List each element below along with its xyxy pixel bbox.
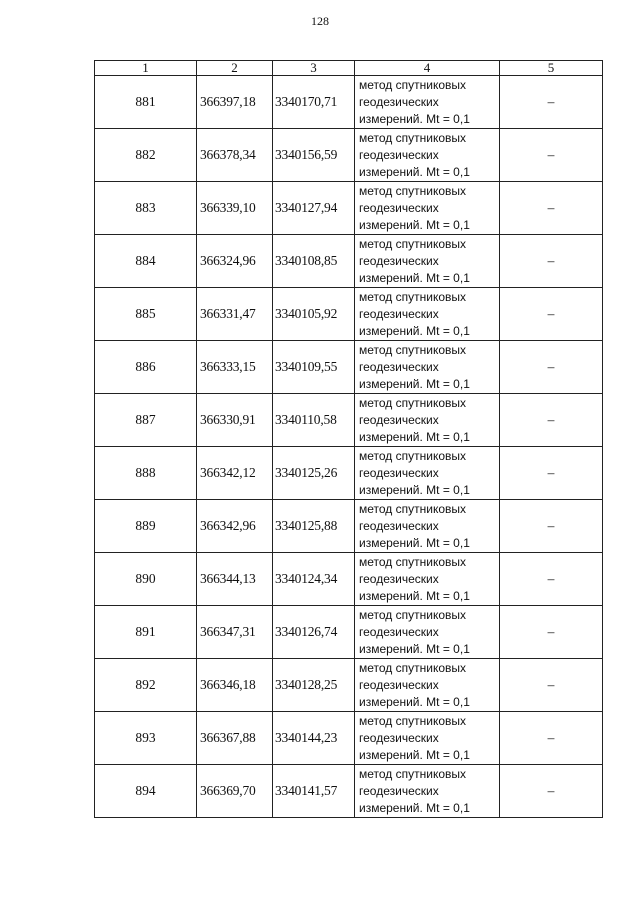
method-line-2: геодезических — [359, 306, 439, 321]
note-cell: – — [500, 341, 603, 394]
method-line-1: метод спутниковых — [359, 660, 467, 675]
note-cell: – — [500, 659, 603, 712]
method-cell — [355, 712, 500, 765]
table-row — [95, 182, 603, 235]
coord-x: 366339,10 — [197, 182, 273, 235]
method-line-1: метод спутниковых — [359, 501, 467, 516]
method-cell — [355, 553, 500, 606]
method-line-1: метод спутниковых — [359, 183, 467, 198]
method-cell — [355, 182, 500, 235]
table-row — [95, 606, 603, 659]
method-line-3: измерений. Mt = 0,1 — [359, 535, 470, 550]
coord-y: 3340170,71 — [273, 76, 355, 129]
header-col-2: 2 — [197, 61, 273, 76]
method-line-2: геодезических — [359, 571, 439, 586]
coord-y: 3340156,59 — [273, 129, 355, 182]
table-row — [95, 129, 603, 182]
method-line-3: измерений. Mt = 0,1 — [359, 111, 470, 126]
method-line-3: измерений. Mt = 0,1 — [359, 482, 470, 497]
coord-x: 366367,88 — [197, 712, 273, 765]
note-cell: – — [500, 765, 603, 818]
method-cell — [355, 76, 500, 129]
method-line-2: геодезических — [359, 359, 439, 374]
point-number: 885 — [95, 288, 197, 341]
method-line-3: измерений. Mt = 0,1 — [359, 588, 470, 603]
method-cell — [355, 447, 500, 500]
note-cell: – — [500, 129, 603, 182]
table-row — [95, 235, 603, 288]
coord-x: 366397,18 — [197, 76, 273, 129]
method-line-2: геодезических — [359, 253, 439, 268]
note-cell: – — [500, 606, 603, 659]
table-row — [95, 553, 603, 606]
note-cell: – — [500, 447, 603, 500]
method-line-2: геодезических — [359, 465, 439, 480]
coord-y: 3340144,23 — [273, 712, 355, 765]
coord-x: 366324,96 — [197, 235, 273, 288]
table-row — [95, 288, 603, 341]
point-number: 887 — [95, 394, 197, 447]
coord-x: 366333,15 — [197, 341, 273, 394]
method-line-1: метод спутниковых — [359, 448, 467, 463]
table-row — [95, 394, 603, 447]
coord-y: 3340105,92 — [273, 288, 355, 341]
point-number: 884 — [95, 235, 197, 288]
note-cell: – — [500, 76, 603, 129]
point-number: 882 — [95, 129, 197, 182]
method-cell — [355, 659, 500, 712]
coord-x: 366342,12 — [197, 447, 273, 500]
method-line-3: измерений. Mt = 0,1 — [359, 217, 470, 232]
method-cell — [355, 606, 500, 659]
method-line-1: метод спутниковых — [359, 342, 467, 357]
table-row — [95, 659, 603, 712]
coord-x: 366378,34 — [197, 129, 273, 182]
method-line-3: измерений. Mt = 0,1 — [359, 376, 470, 391]
method-line-2: геодезических — [359, 624, 439, 639]
table-row — [95, 76, 603, 129]
coord-x: 366346,18 — [197, 659, 273, 712]
method-line-1: метод спутниковых — [359, 766, 467, 781]
method-line-2: геодезических — [359, 412, 439, 427]
coord-y: 3340126,74 — [273, 606, 355, 659]
method-line-1: метод спутниковых — [359, 289, 467, 304]
method-line-3: измерений. Mt = 0,1 — [359, 694, 470, 709]
coord-x: 366330,91 — [197, 394, 273, 447]
table-row — [95, 500, 603, 553]
point-number: 892 — [95, 659, 197, 712]
note-cell: – — [500, 394, 603, 447]
note-cell: – — [500, 500, 603, 553]
point-number: 883 — [95, 182, 197, 235]
method-line-2: геодезических — [359, 783, 439, 798]
coord-x: 366347,31 — [197, 606, 273, 659]
coord-x: 366344,13 — [197, 553, 273, 606]
header-col-5: 5 — [500, 61, 603, 76]
point-number: 890 — [95, 553, 197, 606]
method-line-1: метод спутниковых — [359, 554, 467, 569]
note-cell: – — [500, 712, 603, 765]
coord-y: 3340125,88 — [273, 500, 355, 553]
table-row — [95, 765, 603, 818]
method-cell — [355, 394, 500, 447]
point-number: 894 — [95, 765, 197, 818]
method-line-3: измерений. Mt = 0,1 — [359, 164, 470, 179]
method-line-3: измерений. Mt = 0,1 — [359, 429, 470, 444]
method-line-1: метод спутниковых — [359, 236, 467, 251]
method-line-3: измерений. Mt = 0,1 — [359, 800, 470, 815]
method-line-3: измерений. Mt = 0,1 — [359, 323, 470, 338]
method-line-1: метод спутниковых — [359, 395, 467, 410]
method-cell — [355, 341, 500, 394]
header-row — [95, 61, 603, 76]
coord-x: 366342,96 — [197, 500, 273, 553]
table-row — [95, 712, 603, 765]
method-line-3: измерений. Mt = 0,1 — [359, 747, 470, 762]
method-line-3: измерений. Mt = 0,1 — [359, 270, 470, 285]
table-row — [95, 341, 603, 394]
note-cell: – — [500, 553, 603, 606]
method-line-2: геодезических — [359, 94, 439, 109]
note-cell: – — [500, 235, 603, 288]
coord-y: 3340124,34 — [273, 553, 355, 606]
method-line-1: метод спутниковых — [359, 77, 467, 92]
header-col-3: 3 — [273, 61, 355, 76]
point-number: 889 — [95, 500, 197, 553]
page-number: 128 — [311, 14, 329, 28]
method-line-2: геодезических — [359, 518, 439, 533]
coord-y: 3340128,25 — [273, 659, 355, 712]
coord-y: 3340141,57 — [273, 765, 355, 818]
point-number: 888 — [95, 447, 197, 500]
coord-y: 3340108,85 — [273, 235, 355, 288]
method-cell — [355, 129, 500, 182]
method-cell — [355, 500, 500, 553]
method-cell — [355, 235, 500, 288]
point-number: 891 — [95, 606, 197, 659]
method-line-2: геодезических — [359, 730, 439, 745]
header-col-1: 1 — [95, 61, 197, 76]
coord-y: 3340127,94 — [273, 182, 355, 235]
header-col-4: 4 — [355, 61, 500, 76]
coord-x: 366331,47 — [197, 288, 273, 341]
coord-x: 366369,70 — [197, 765, 273, 818]
method-cell — [355, 288, 500, 341]
method-line-3: измерений. Mt = 0,1 — [359, 641, 470, 656]
method-line-2: геодезических — [359, 147, 439, 162]
coordinates-table — [94, 60, 603, 818]
method-cell — [355, 765, 500, 818]
coord-y: 3340125,26 — [273, 447, 355, 500]
method-line-2: геодезических — [359, 677, 439, 692]
point-number: 886 — [95, 341, 197, 394]
point-number: 881 — [95, 76, 197, 129]
coord-y: 3340110,58 — [273, 394, 355, 447]
method-line-2: геодезических — [359, 200, 439, 215]
method-line-1: метод спутниковых — [359, 130, 467, 145]
note-cell: – — [500, 288, 603, 341]
note-cell: – — [500, 182, 603, 235]
point-number: 893 — [95, 712, 197, 765]
method-line-1: метод спутниковых — [359, 607, 467, 622]
coord-y: 3340109,55 — [273, 341, 355, 394]
table-row — [95, 447, 603, 500]
method-line-1: метод спутниковых — [359, 713, 467, 728]
